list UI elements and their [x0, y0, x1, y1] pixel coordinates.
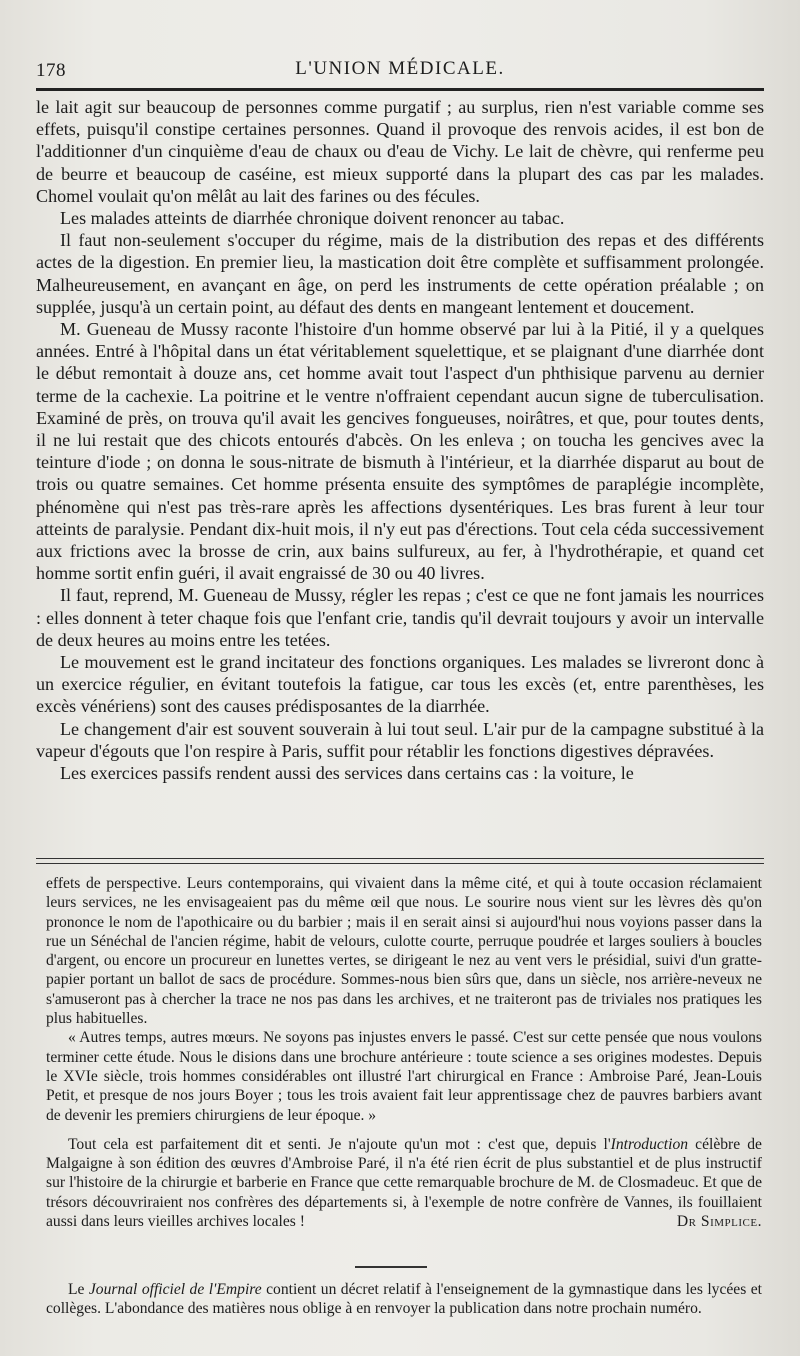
- notice-paragraph: [46, 1280, 762, 1319]
- text-run: Le: [68, 1281, 89, 1298]
- article-paragraph: Les exercices passifs rendent aussi des services dans certains cas : la voiture, le: [60, 763, 634, 784]
- feuilleton-paragraph: [46, 1135, 762, 1231]
- text-run: contient un décret relatif à l'enseignement de la gymnastique dans les lycées et collèges. L'abondance des matières nous oblige à en renvoyer la publication dans notre prochain numéro.: [46, 1281, 762, 1318]
- article-paragraph: Le mouvement est le grand incitateur des fonctions organiques. Les malades se livreront donc à un exercice régulier, en évitant toutefois la fatigue, car tous les excès (et, entre parenthèses, les excès vénériens) sont des causes prédisposantes de la diarrhée.: [36, 652, 764, 717]
- feuilleton-paragraph: effets de perspective. Leurs contemporains, qui vivaient dans la même cité, et qui à toute occasion réclamaient leurs services, ne les envisageaient pas du même œil que nous. Le sourire nous vient sur les lèvres dès qu'on prononce le nom de l'apothicaire ou du barbier ; mais il en serait ainsi si aujourd'hui nous voyions passer dans la rue un Sénéchal de l'ancien régime, habit de velours, culotte courte, perruque poudrée et larges souliers à boucles d'argent, ou encore un procureur en lunettes vertes, se dirigeant le nez au vent vers le présidial, suivi d'un gratte-papier portant un ballot de sacs de procédure. Sommes-nous bien sûrs que, dans un siècle, nos arrière-neveux ne s'amuseront pas à chercher la trace ne nos pas dans les archives, et ne traiteront pas de triviales nos pratiques les plus habituelles.: [46, 875, 762, 1028]
- article-paragraph: Les malades atteints de diarrhée chronique doivent renoncer au tabac.: [60, 208, 565, 229]
- feuilleton-section: [46, 874, 762, 1231]
- text-run: Tout cela est parfaitement dit et senti. Je n'ajoute qu'un mot : c'est que, depuis l': [68, 1135, 611, 1153]
- article-paragraph: Le changement d'air est souvent souverain à lui tout seul. L'air pur de la campagne substitué à la vapeur d'égouts que l'on respire à Paris, suffit pour rétablir les fonctions digestives dépravées.: [36, 718, 764, 761]
- article-paragraph: M. Gueneau de Mussy raconte l'histoire d'un homme observé par lui à la Pitié, il y a quelques années. Entré à l'hôpital dans un état véritablement squelettique, et se plaignant d'une diarrhée dont le début remontait à douze ans, cet homme avait tout l'aspect d'un phthisique parvenu au dernier terme de la cachexie. La poitrine et le ventre n'offraient cependant aucun signe de tuberculisation. Examiné de près, on trouva qu'il avait les gencives fongueuses, noirâtres, et que, pour toutes dents, il ne lui restait que des chicots entourés d'abcès. On les enleva ; on toucha les gencives avec la teinture d'iode ; on donna le sous-nitrate de bismuth à l'intérieur, et la diarrhée disparut au bout de trois ou quatre semaines. Cet homme présenta ensuite des symptômes de paraplégie incomplète, phénomène qui n'est pas très-rare après les affections dysentériques. Les bras furent à leur tour atteints de paralysie. Pendant dix-huit mois, il n'y eut pas d'érections. Tout cela céda successivement aux frictions avec la brosse de crin, aux bains sulfureux, au fer, à l'hydrothérapie, et quand cet homme sortit enfin guéri, il avait engraissé de 30 ou 40 livres.: [36, 319, 764, 584]
- main-article: [36, 96, 764, 784]
- italic-title: Introduction: [610, 1135, 689, 1153]
- running-title: L'UNION MÉDICALE.: [295, 58, 505, 79]
- notice-section: [46, 1280, 762, 1319]
- page-header: [36, 52, 764, 86]
- feuilleton-paragraph: « Autres temps, autres mœurs. Ne soyons pas injustes envers le passé. C'est sur cette pensée que nous voulons terminer cette étude. Nous le disions dans une brochure antérieure : toute science a ses origines modestes. Depuis le XVIe siècle, trois hommes considérables ont illustré l'art chirurgical en France : Ambroise Paré, Jean-Louis Petit, et presque de nos jours Boyer ; tous les trois avaient fait leur apprentissage chez de pauvres barbiers avant de devenir les premiers chirurgiens de leur époque. »: [46, 1029, 762, 1124]
- article-paragraph: Il faut, reprend, M. Gueneau de Mussy, régler les repas ; c'est ce que ne font jamais les nourrices : elles donnent à teter chaque fois que l'enfant crie, tandis qu'il devrait toujours y avoir un intervalle de deux heures au moins entre les tetées.: [36, 585, 764, 650]
- feuilleton-divider: [36, 858, 764, 864]
- author-signature: Dr Simplice.: [676, 1213, 762, 1231]
- article-paragraph: le lait agit sur beaucoup de personnes comme purgatif ; au surplus, rien n'est variable comme ses effets, puisqu'il constipe certaines personnes. Quand il provoque des renvois acides, il est bon de l'additionner d'un cinquième d'eau de chaux ou d'eau de Vichy. Le lait de chèvre, qui renferme peu de beurre et beaucoup de caséine, est mieux supporté dans la plupart des cas par les malades. Chomel voulait qu'on mêlât au lait des farines ou des fécules.: [36, 97, 764, 206]
- text-run: célèbre de Malgaigne à son édition des œuvres d'Ambroise Paré, il n'a été rien écrit de plus substantiel et de plus instructif sur l'histoire de la chirurgie et barberie en France que cette remarquable brochure de M. de Closmadeuc. Et que de trésors découvriraient nos confrères des départements si, à l'exemple de notre confrère de Vannes, ils fouillaient aussi dans leurs vieilles archives locales !: [46, 1135, 762, 1231]
- section-divider: [355, 1266, 427, 1268]
- page-number: 178: [36, 60, 66, 81]
- header-rule: [36, 88, 764, 91]
- article-paragraph: Il faut non-seulement s'occuper du régime, mais de la distribution des repas et des différents actes de la digestion. En premier lieu, la mastication doit être complète et suffisamment prolongée. Malheureusement, en avançant en âge, on perd les instruments de cette opération préalable ; on supplée, jusqu'à un certain point, au défaut des dents en mangeant lentement et doucement.: [36, 230, 764, 317]
- italic-title: Journal officiel de l'Empire: [88, 1281, 262, 1298]
